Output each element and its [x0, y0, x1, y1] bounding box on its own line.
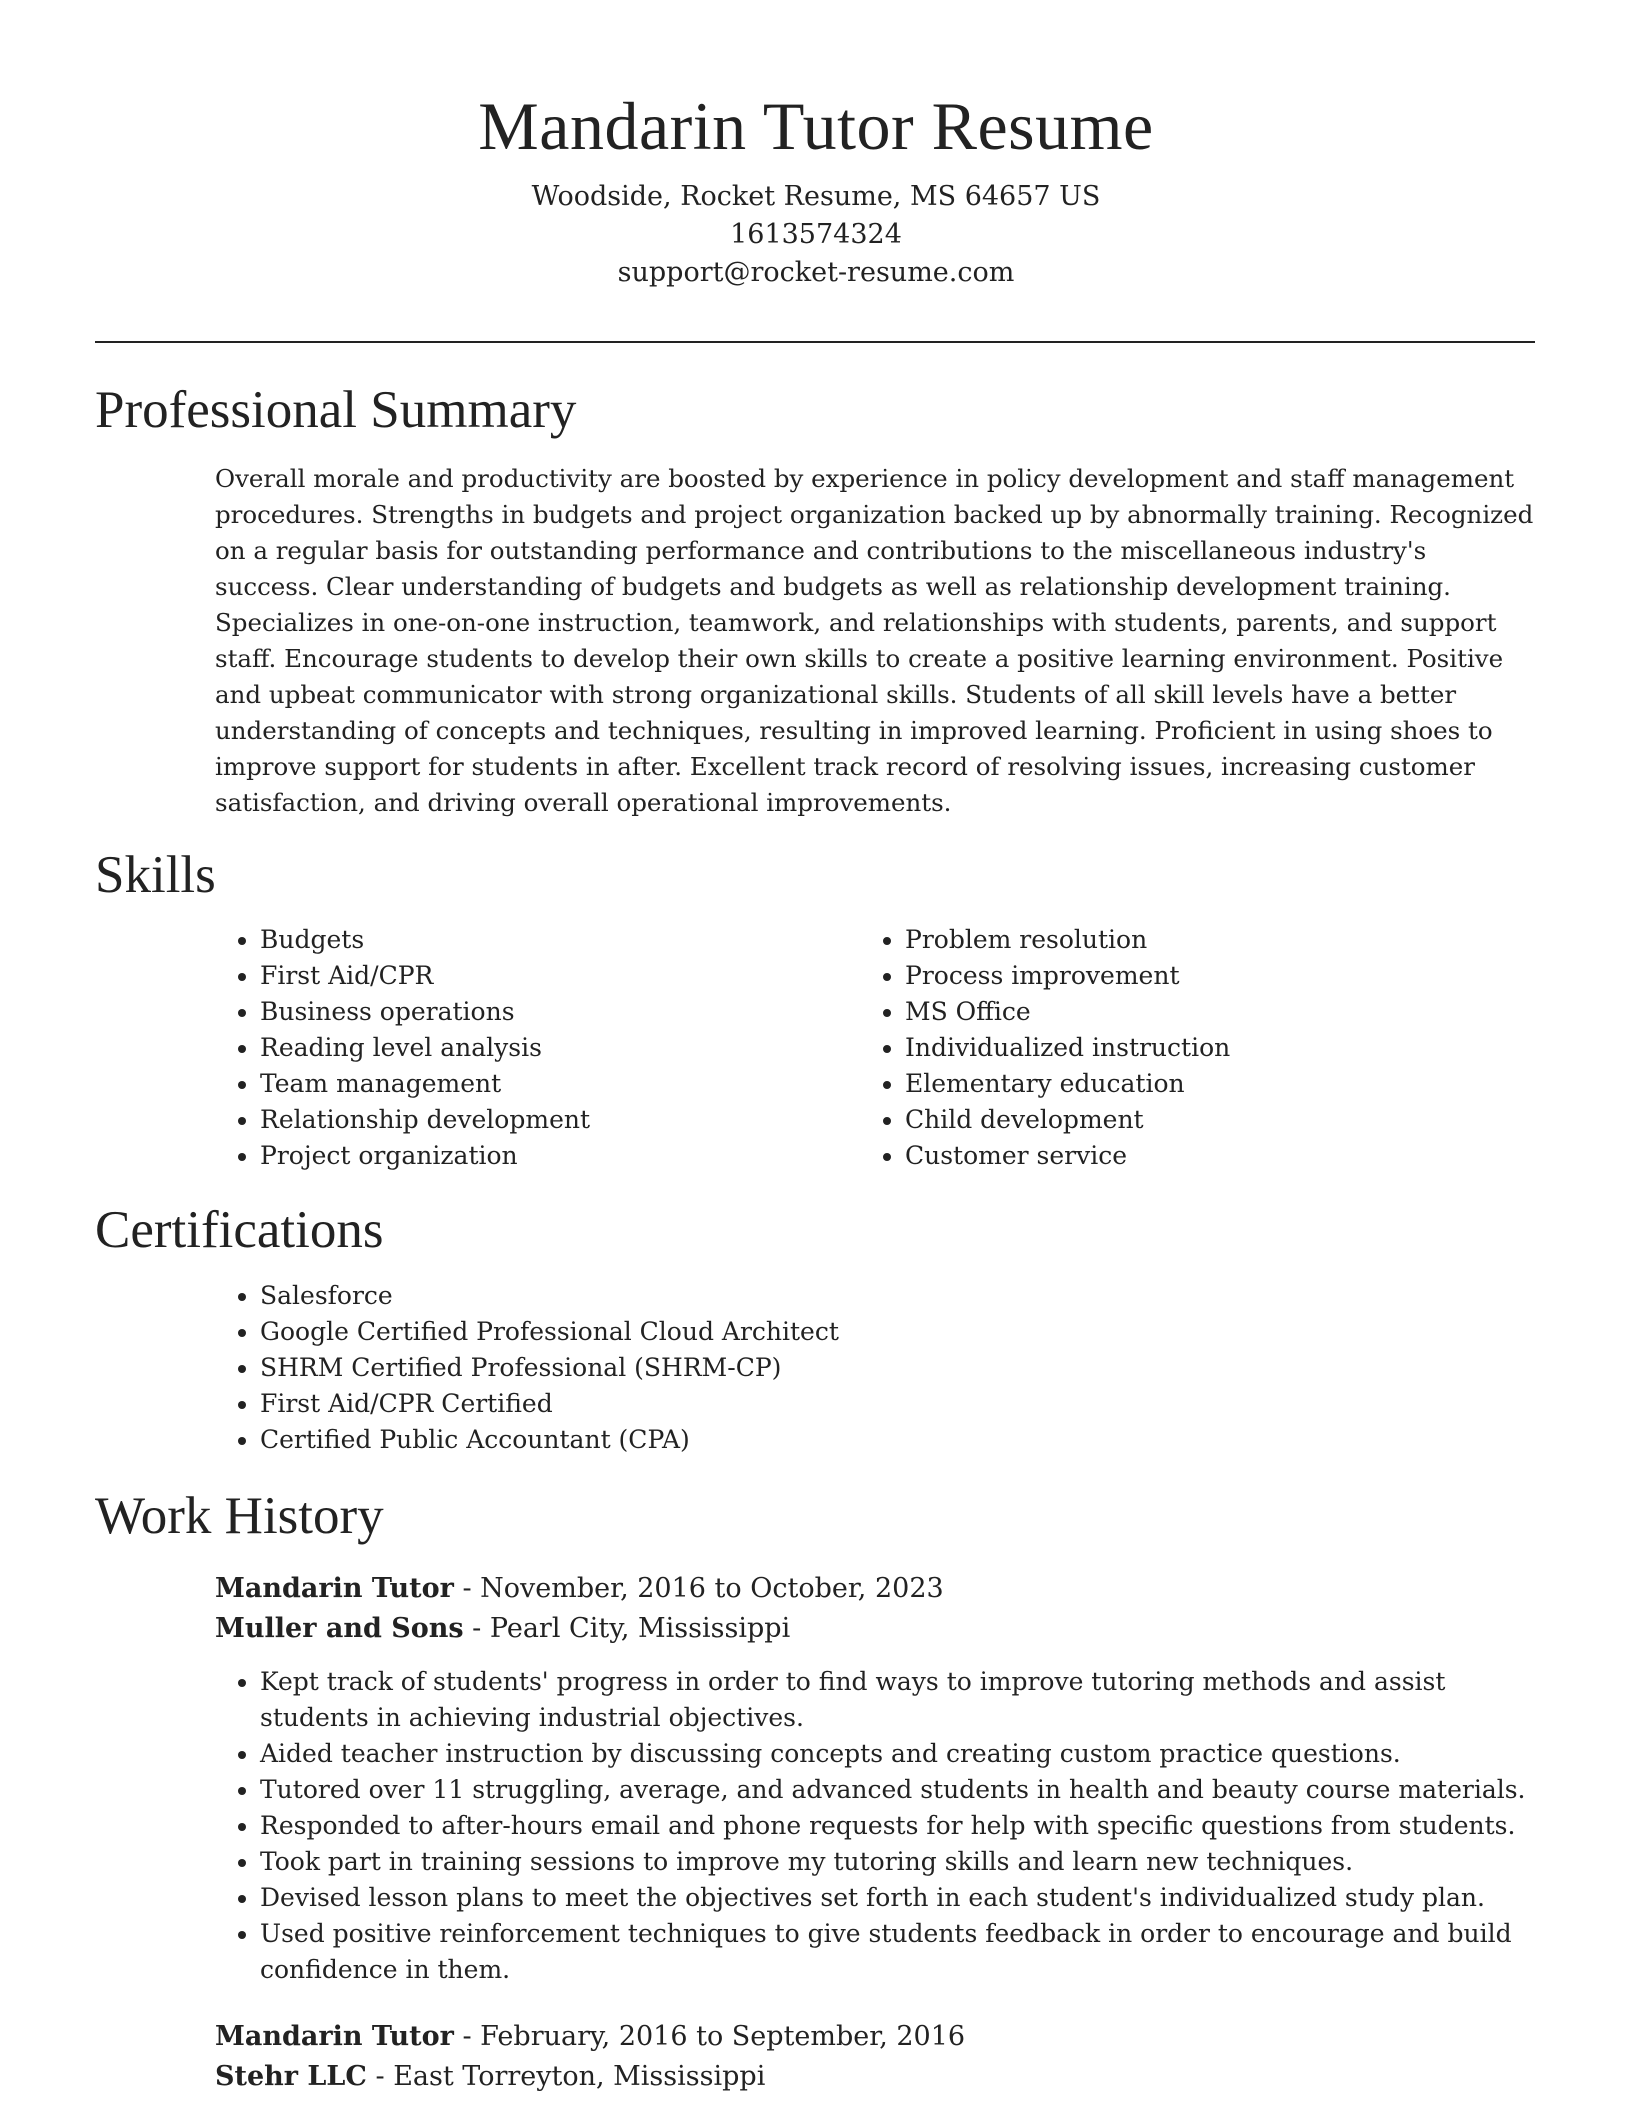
skill-item: • Project organization: [260, 1138, 860, 1174]
job-duty-item: • Aided teacher instruction by discussing concepts and creating custom practice questions.: [260, 1736, 1560, 1772]
certification-item: • SHRM Certified Professional (SHRM-CP): [260, 1350, 1560, 1386]
certification-item: • Salesforce: [260, 1278, 1560, 1314]
separator: -: [462, 2021, 481, 2052]
certifications-heading: Certifications: [95, 1201, 384, 1259]
address: Woodside, Rocket Resume, MS 64657 US: [531, 181, 1101, 212]
certification-item: • Google Certified Professional Cloud Architect: [260, 1314, 1560, 1350]
job-duty-item: • Responded to after-hours email and phone requests for help with specific questions from students.: [260, 1808, 1560, 1844]
skill-item: • Individualized instruction: [905, 1030, 1505, 1066]
email: support@rocket-resume.com: [617, 257, 1015, 288]
job-duty-item: • Tutored over 11 struggling, average, and advanced students in health and beauty course materials.: [260, 1772, 1560, 1808]
job-duty-item: • Kept track of students' progress in order to find ways to improve tutoring methods and assist students in achieving industrial objectives.: [260, 1664, 1560, 1736]
job-title-line: [215, 2017, 965, 2057]
job-location: East Torreyton, Mississippi: [393, 2061, 766, 2092]
summary-heading: Professional Summary: [95, 381, 577, 439]
contact-block: [0, 178, 1632, 292]
skill-item: • Customer service: [905, 1138, 1505, 1174]
job-dates: November, 2016 to October, 2023: [480, 1573, 944, 1604]
separator: -: [462, 1573, 481, 1604]
resume-header: [0, 0, 1632, 292]
skill-item: • Process improvement: [905, 958, 1505, 994]
separator: -: [472, 1613, 490, 1644]
skill-item: • Business operations: [260, 994, 860, 1030]
certification-item: • First Aid/CPR Certified: [260, 1386, 1560, 1422]
job-duty-item: • Devised lesson plans to meet the objectives set forth in each student's individualized study plan.: [260, 1880, 1560, 1916]
job-duty-item: • Used positive reinforcement techniques to give students feedback in order to encourage and build confidence in them.: [260, 1916, 1560, 1988]
certification-item: • Certified Public Accountant (CPA): [260, 1422, 1560, 1458]
skill-item: • Relationship development: [260, 1102, 860, 1138]
job-company-line: [215, 1609, 790, 1649]
job-company: Stehr LLC: [215, 2061, 367, 2092]
skills-list-right: [860, 922, 1505, 1174]
work-history-heading: Work History: [95, 1487, 384, 1545]
skill-item: • First Aid/CPR: [260, 958, 860, 994]
job-location: Pearl City, Mississippi: [489, 1613, 791, 1644]
skills-list-left: [215, 922, 860, 1174]
job-role: Mandarin Tutor: [215, 2021, 454, 2052]
job-role: Mandarin Tutor: [215, 1573, 454, 1604]
job-dates: February, 2016 to September, 2016: [480, 2021, 966, 2052]
skill-item: • MS Office: [905, 994, 1505, 1030]
skill-item: • Team management: [260, 1066, 860, 1102]
skill-item: • Elementary education: [905, 1066, 1505, 1102]
resume-title: Mandarin Tutor Resume: [478, 88, 1154, 164]
job-duties-list: [215, 1664, 1560, 1988]
skill-item: • Reading level analysis: [260, 1030, 860, 1066]
job-company: Muller and Sons: [215, 1613, 464, 1644]
phone: 1613574324: [730, 219, 902, 250]
certifications-list: [215, 1278, 1560, 1458]
job-duty-item: • Took part in training sessions to improve my tutoring skills and learn new techniques.: [260, 1844, 1560, 1880]
job-title-line: [215, 1569, 944, 1609]
skill-item: • Child development: [905, 1102, 1505, 1138]
header-divider: [95, 341, 1535, 343]
skill-item: • Problem resolution: [905, 922, 1505, 958]
summary-text: Overall morale and productivity are boosted by experience in policy development and staff management procedures. Strengths in budgets and project organization backed up by abnormally training. Recognized on a regular basis for outstanding performance and contributions to the miscellaneous industry's success. Clear understanding of budgets and budgets as well as relationship development training. Specializes in one-on-one instruction, teamwork, and relationships with students, parents, and support staff. Encourage students to develop their own skills to create a positive learning environment. Positive and upbeat communicator with strong organizational skills. Students of all skill levels have a better understanding of concepts and techniques, resulting in improved learning. Proficient in using shoes to improve support for students in after. Excellent track record of resolving issues, increasing customer satisfaction, and driving overall operational improvements.: [215, 464, 1534, 817]
separator: -: [375, 2061, 394, 2092]
job-company-line: [215, 2057, 765, 2097]
skills-heading: Skills: [95, 846, 216, 904]
skill-item: • Budgets: [260, 922, 860, 958]
